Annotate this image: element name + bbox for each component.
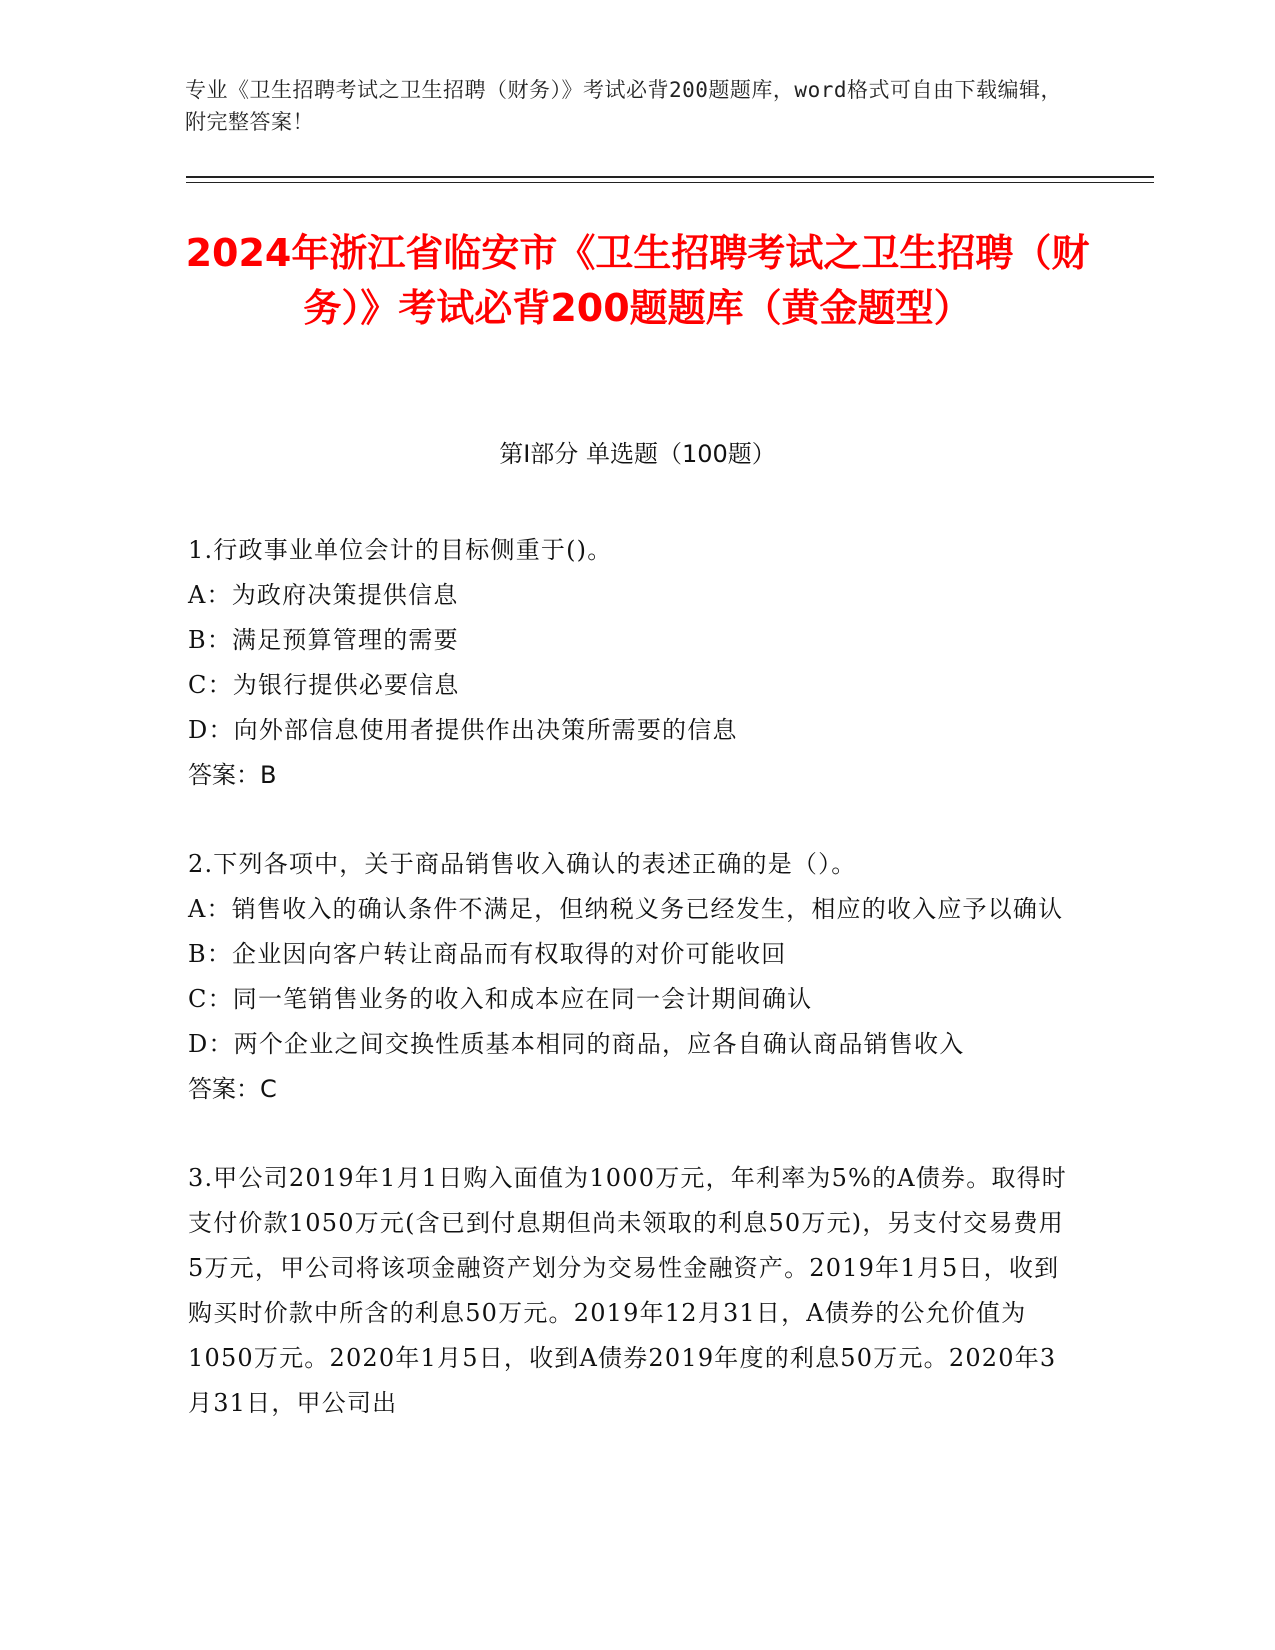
question-stem: 1.行政事业单位会计的目标侧重于()。	[188, 536, 613, 564]
header-divider-thick	[186, 176, 1154, 178]
option-d: D：两个企业之间交换性质基本相同的商品，应各自确认商品销售收入	[188, 1030, 965, 1058]
answer: 答案：C	[188, 1075, 277, 1103]
question-2	[188, 842, 1073, 1112]
question-1	[188, 528, 1073, 798]
section-heading: 第I部分 单选题（100题）	[499, 440, 776, 468]
option-a: A：为政府决策提供信息	[188, 581, 459, 609]
document-title: 2024年浙江省临安市《卫生招聘考试之卫生招聘（财务）》考试必背200题题库（黄金题型）	[185, 231, 1090, 330]
question-stem: 2.下列各项中，关于商品销售收入确认的表述正确的是（）。	[188, 850, 857, 878]
option-b: B：企业因向客户转让商品而有权取得的对价可能收回	[188, 940, 787, 968]
option-a: A：销售收入的确认条件不满足，但纳税义务已经发生，相应的收入应予以确认	[188, 895, 1064, 923]
option-c: C：为银行提供必要信息	[188, 671, 460, 699]
option-c: C：同一笔销售业务的收入和成本应在同一会计期间确认	[188, 985, 813, 1013]
question-stem: 3.甲公司2019年1月1日购入面值为1000万元，年利率为5%的A债券。取得时支付价款1050万元(含已到付息期但尚未领取的利息50万元)，另支付交易费用5万元，甲公司将该项金融资产划分为交易性金融资产。2019年1月5日，收到购买时价款中所含的利息50万元。2019年12月31日，A债券的公允价值为1050万元。2020年1月5日，收到A债券2019年度的利息50万元。2020年3月31日，甲公司出	[188, 1164, 1067, 1417]
option-b: B：满足预算管理的需要	[188, 626, 459, 654]
header-note: 专业《卫生招聘考试之卫生招聘（财务）》考试必背200题题库，word格式可自由下载编辑，附完整答案！	[185, 78, 1062, 134]
answer: 答案：B	[188, 761, 277, 789]
header-divider-thin	[186, 182, 1154, 183]
option-d: D：向外部信息使用者提供作出决策所需要的信息	[188, 716, 738, 744]
question-3	[188, 1156, 1073, 1426]
question-list	[188, 528, 1073, 1470]
